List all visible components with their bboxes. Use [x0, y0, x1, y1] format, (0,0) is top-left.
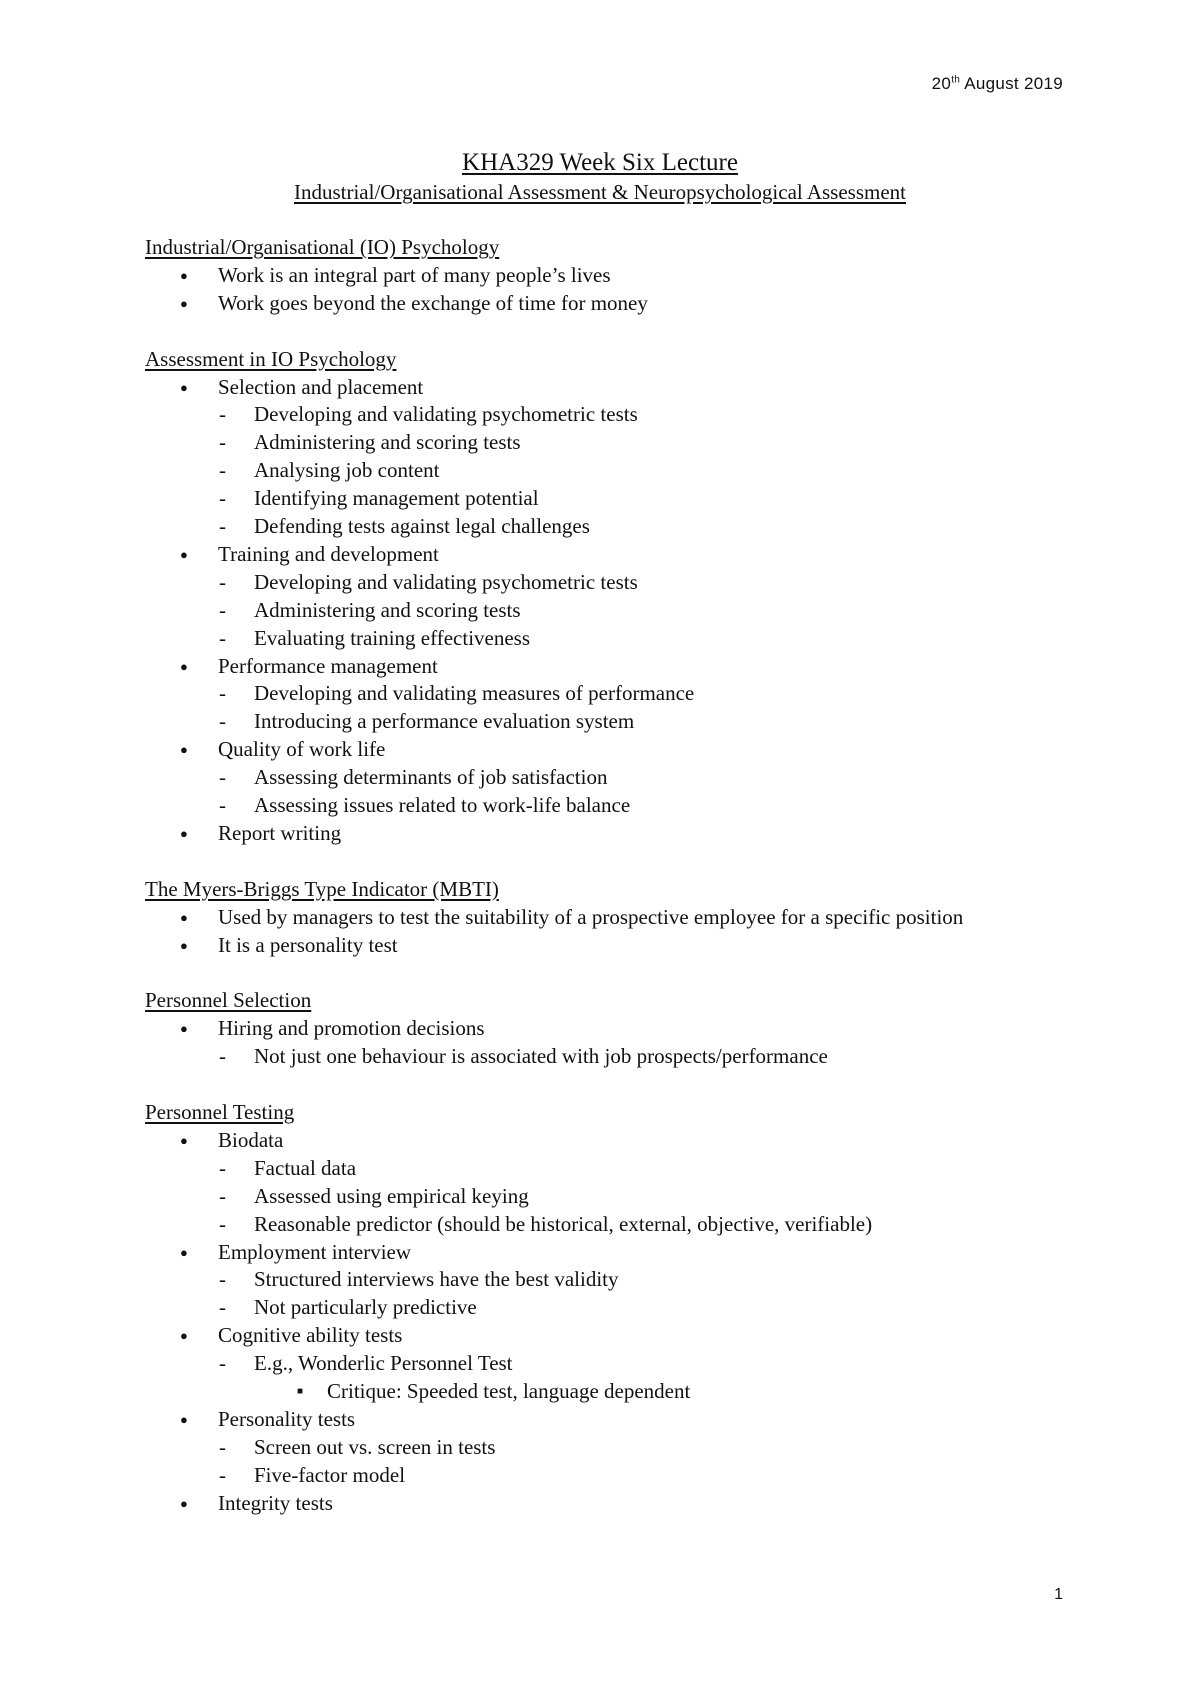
section-heading: Industrial/Organisational (IO) Psychology: [145, 235, 500, 259]
bullet-item: ● Integrity tests: [145, 1490, 1025, 1518]
document-body: [145, 234, 1025, 1546]
bullet-item: ● Employment interview: [145, 1239, 1025, 1267]
sub-bullet-item: - Administering and scoring tests: [145, 429, 1025, 457]
date-suffix: th: [951, 74, 961, 86]
sub-bullet-item: - Factual data: [145, 1155, 1025, 1183]
bullet-item: ● Personality tests: [145, 1406, 1025, 1434]
section: [145, 876, 1025, 960]
sub-bullet-item: - Structured interviews have the best validity: [145, 1266, 1025, 1294]
sub-bullet-item: - Analysing job content: [145, 457, 1025, 485]
sub-bullet-item: - Evaluating training effectiveness: [145, 625, 1025, 653]
bullet-item: ● Performance management: [145, 653, 1025, 681]
section-heading: Personnel Selection: [145, 988, 312, 1013]
sub-bullet-item: - Identifying management potential: [145, 485, 1025, 513]
bullet-item: ● Quality of work life: [145, 736, 1025, 764]
document-subtitle: Industrial/Organisational Assessment & Neuropsychological Assessment: [293, 180, 907, 204]
section-heading: Assessment in IO Psychology: [145, 346, 397, 371]
sub-sub-bullet-item: ■ Critique: Speeded test, language dependent: [145, 1378, 1025, 1406]
sub-bullet-item: - Assessing determinants of job satisfaction: [145, 764, 1025, 792]
sub-bullet-item: - Reasonable predictor (should be historical, external, objective, verifiable): [145, 1211, 1025, 1239]
bullet-item: ● Report writing: [145, 820, 1025, 848]
sub-bullet-item: - Assessing issues related to work-life balance: [145, 792, 1025, 820]
page-number: 1: [1054, 1586, 1063, 1603]
sub-bullet-item: - Introducing a performance evaluation system: [145, 708, 1025, 736]
section: [145, 987, 1025, 1071]
sub-bullet-item: - Five-factor model: [145, 1462, 1025, 1490]
date-day: 20: [931, 74, 952, 93]
bullet-list: [145, 1127, 1025, 1518]
bullet-item: ● Training and development: [145, 541, 1025, 569]
bullet-list: [145, 262, 1025, 318]
bullet-item: ● Cognitive ability tests: [145, 1322, 1025, 1350]
bullet-item: ● It is a personality test: [145, 932, 1025, 960]
sub-bullet-item: - Screen out vs. screen in tests: [145, 1434, 1025, 1462]
section: [145, 234, 1025, 318]
bullet-item: ● Work is an integral part of many people’s lives: [145, 262, 1025, 290]
date-rest: August 2019: [960, 74, 1063, 93]
bullet-item: ● Selection and placement: [145, 374, 1025, 402]
sub-bullet-item: - Developing and validating psychometric tests: [145, 401, 1025, 429]
sub-bullet-item: - Not particularly predictive: [145, 1294, 1025, 1322]
bullet-list: [145, 904, 1025, 960]
sub-bullet-item: - Developing and validating psychometric tests: [145, 569, 1025, 597]
sub-bullet-item: - Not just one behaviour is associated with job prospects/performance: [145, 1043, 1025, 1071]
bullet-list: [145, 1015, 1025, 1071]
sub-bullet-item: - Developing and validating measures of performance: [145, 680, 1025, 708]
sub-bullet-item: - E.g., Wonderlic Personnel Test: [145, 1350, 1025, 1378]
section: [145, 1099, 1025, 1518]
section-heading: The Myers-Briggs Type Indicator (MBTI): [145, 876, 499, 901]
document-title: KHA329 Week Six Lecture: [462, 149, 738, 176]
sub-bullet-item: - Defending tests against legal challenges: [145, 513, 1025, 541]
sub-bullet-item: - Assessed using empirical keying: [145, 1183, 1025, 1211]
bullet-item: ● Biodata: [145, 1127, 1025, 1155]
bullet-list: [145, 374, 1025, 848]
section: [145, 346, 1025, 848]
document-header: [0, 148, 1200, 206]
section-heading: Personnel Testing: [145, 1100, 295, 1125]
document-date: [932, 74, 1063, 94]
bullet-item: ● Work goes beyond the exchange of time for money: [145, 290, 1025, 318]
bullet-item: ● Hiring and promotion decisions: [145, 1015, 1025, 1043]
sub-bullet-item: - Administering and scoring tests: [145, 597, 1025, 625]
bullet-item: ● Used by managers to test the suitability of a prospective employee for a specific position: [145, 904, 1025, 932]
